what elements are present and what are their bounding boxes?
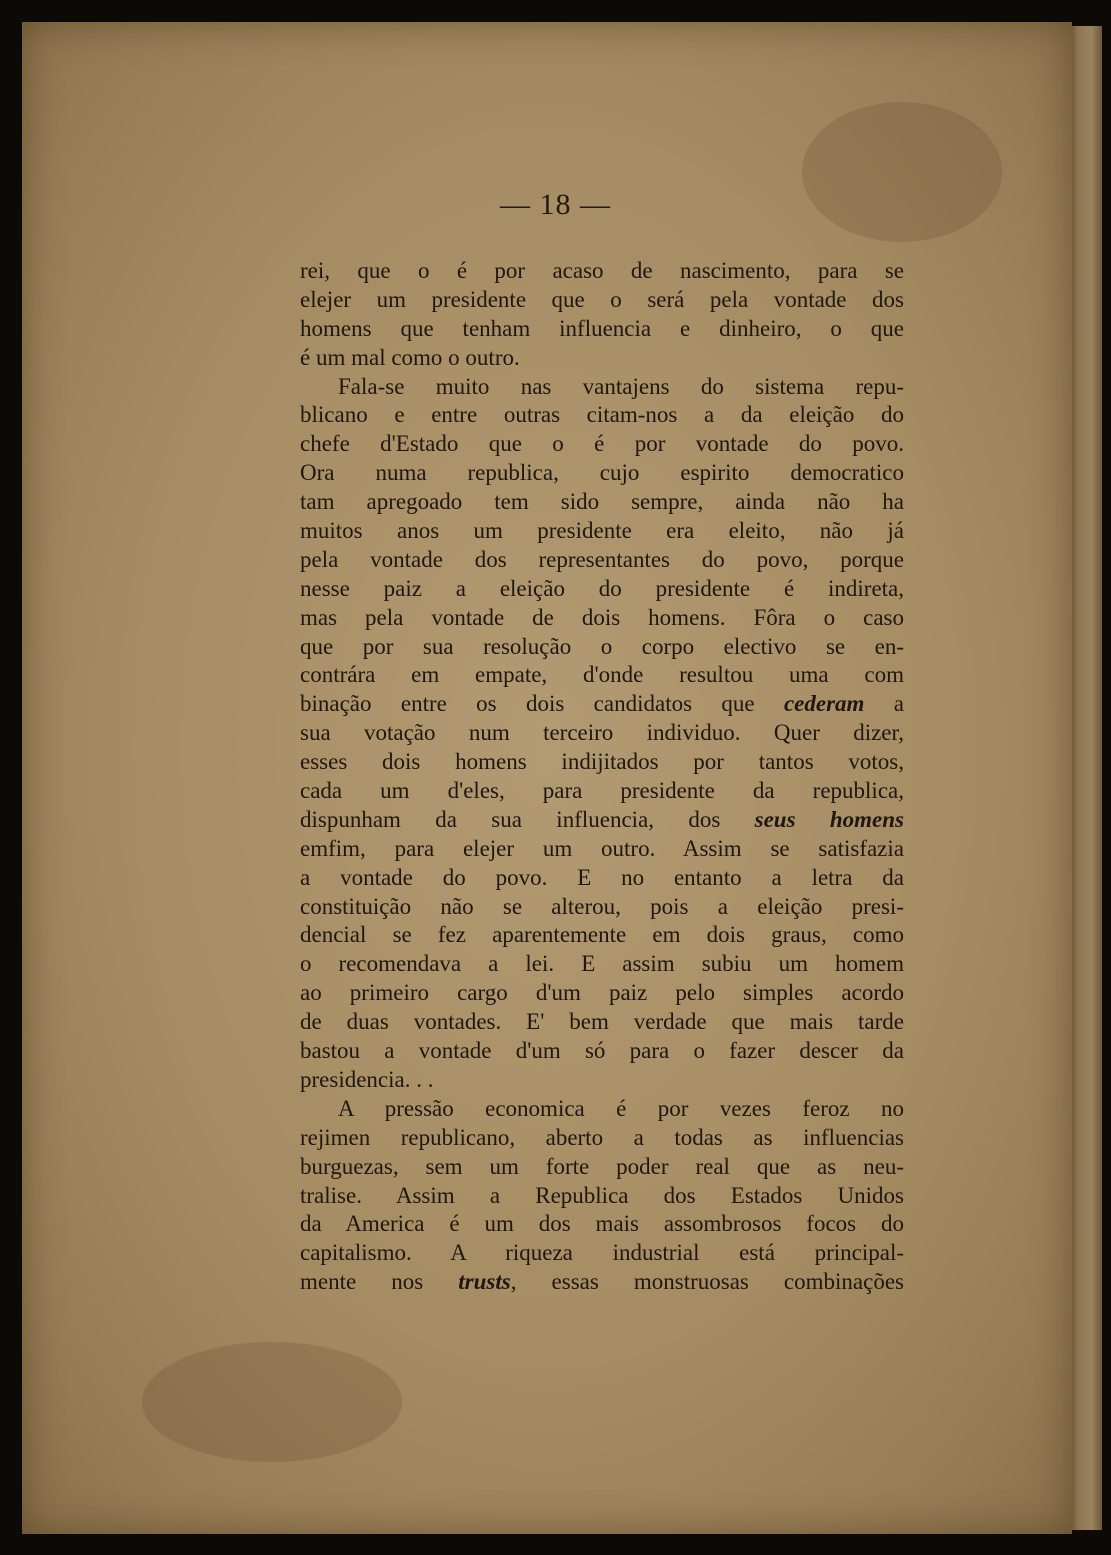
text-line <box>300 488 904 517</box>
text-segment: a <box>864 691 904 717</box>
text-segment: emfim, para elejer um outro. Assim se satisfazia <box>300 835 904 861</box>
text-line <box>300 719 904 748</box>
text-segment: burguezas, sem um forte poder real que as neu- <box>300 1153 904 1179</box>
text-line <box>300 517 904 546</box>
text-segment: é um mal como o outro. <box>300 344 520 370</box>
text-line <box>300 546 904 575</box>
text-segment: Fala-se muito nas vantajens do sistema repu- <box>338 373 904 399</box>
text-segment: dispunham da sua influencia, dos <box>300 806 755 832</box>
text-line <box>300 893 904 922</box>
text-segment: homens que tenham influencia e dinheiro, o que <box>300 315 904 341</box>
text-segment: capitalismo. A riqueza industrial está principal- <box>300 1240 904 1266</box>
text-line <box>300 921 904 950</box>
text-line <box>300 1182 904 1211</box>
text-line <box>300 1124 904 1153</box>
text-segment: binação entre os dois candidatos que <box>300 691 784 717</box>
text-line <box>300 1210 904 1239</box>
text-segment: Ora numa republica, cujo espirito democratico <box>300 460 904 486</box>
text-line <box>300 1008 904 1037</box>
text-segment: presidencia. . . <box>300 1066 434 1092</box>
text-line <box>300 1037 904 1066</box>
text-segment: o recomendava a lei. E assim subiu um homem <box>300 951 904 977</box>
text-segment: rei, que o é por acaso de nascimento, para se <box>300 258 904 283</box>
text-segment: sua votação num terceiro individuo. Quer dizer, <box>300 720 904 746</box>
text-segment: blicano e entre outras citam-nos a da eleição do <box>300 402 904 428</box>
adjacent-page-edge <box>1068 26 1102 1530</box>
text-segment: da America é um dos mais assombrosos focos do <box>300 1211 904 1237</box>
text-segment: pela vontade dos representantes do povo, porque <box>300 546 904 572</box>
text-line <box>300 950 904 979</box>
text-segment: esses dois homens indijitados por tantos votos, <box>300 749 904 775</box>
text-segment: dencial se fez aparentemente em dois graus, como <box>300 922 904 948</box>
text-segment: contrára em empate, d'onde resultou uma com <box>300 662 904 688</box>
text-line <box>300 604 904 633</box>
text-line <box>300 315 904 344</box>
text-line <box>300 373 904 402</box>
text-line <box>300 459 904 488</box>
text-segment: bastou a vontade d'um só para o fazer descer da <box>300 1038 904 1064</box>
body-text <box>300 257 904 1297</box>
paper-stain <box>142 1342 402 1462</box>
text-segment: tralise. Assim a Republica dos Estados Unidos <box>300 1182 904 1208</box>
text-segment: a vontade do povo. E no entanto a letra da <box>300 864 904 890</box>
text-segment: rejimen republicano, aberto a todas as influencias <box>300 1124 904 1150</box>
text-line <box>300 430 904 459</box>
emphasized-term: trusts <box>458 1269 511 1295</box>
text-segment: constituição não se alterou, pois a eleição presi- <box>300 893 904 919</box>
page-number: — 18 — <box>500 188 611 221</box>
text-line <box>300 1066 904 1095</box>
text-line <box>300 257 904 286</box>
emphasized-term: cederam <box>783 691 865 717</box>
text-segment: elejer um presidente que o será pela vontade dos <box>300 286 904 312</box>
text-segment: mente nos <box>300 1269 459 1295</box>
text-line <box>300 835 904 864</box>
text-line <box>300 661 904 690</box>
text-segment: cada um d'eles, para presidente da republica, <box>300 778 904 804</box>
text-line <box>300 286 904 315</box>
text-line <box>300 748 904 777</box>
text-segment: muitos anos um presidente era eleito, não já <box>300 518 904 544</box>
text-line <box>300 1095 904 1124</box>
text-segment: de duas vontades. E' bem verdade que mais tarde <box>300 1009 904 1035</box>
text-line <box>300 1239 904 1268</box>
emphasized-term: seus homens <box>754 806 904 832</box>
text-line <box>300 806 904 835</box>
text-line <box>300 1153 904 1182</box>
text-segment: mas pela vontade de dois homens. Fôra o caso <box>300 604 904 630</box>
text-segment: que por sua resolução o corpo electivo se en- <box>300 633 904 659</box>
text-line <box>300 979 904 1008</box>
text-line <box>300 777 904 806</box>
text-segment: , essas monstruosas combinações <box>510 1269 904 1295</box>
text-segment: ao primeiro cargo d'um paiz pelo simples acordo <box>300 980 904 1006</box>
text-segment: nesse paiz a eleição do presidente é indireta, <box>300 575 904 601</box>
text-line <box>300 633 904 662</box>
text-line <box>300 690 904 719</box>
text-segment: A pressão economica é por vezes feroz no <box>338 1095 904 1121</box>
text-line <box>300 344 904 373</box>
text-line <box>300 1268 904 1297</box>
text-segment: tam apregoado tem sido sempre, ainda não ha <box>300 489 904 515</box>
text-line <box>300 575 904 604</box>
text-segment: chefe d'Estado que o é por vontade do povo. <box>300 431 904 457</box>
text-line <box>300 864 904 893</box>
text-line <box>300 401 904 430</box>
